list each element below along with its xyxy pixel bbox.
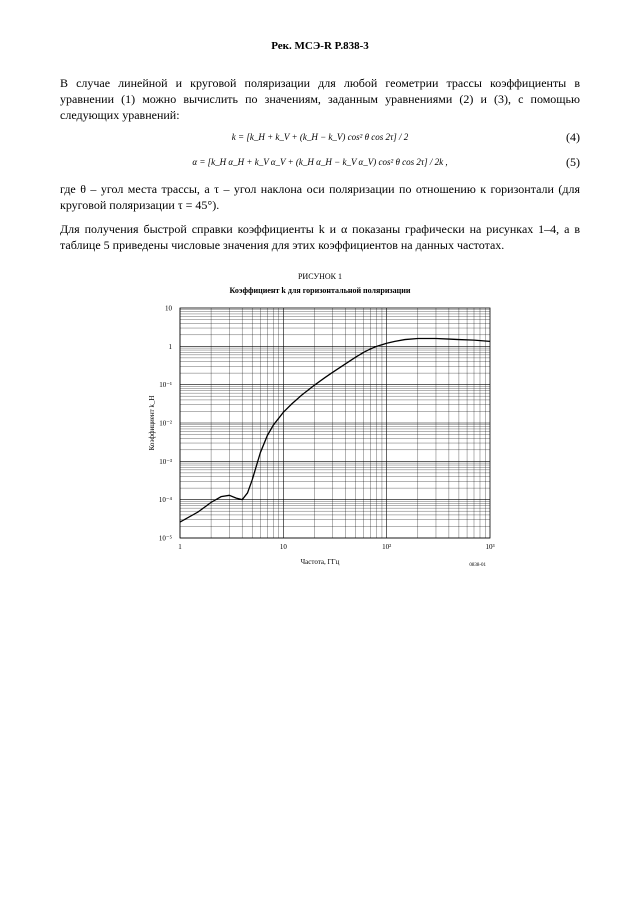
paragraph-intro: В случае линейной и круговой поляризации для любой геометрии трассы коэффициенты в уравнении (1) можно вычислить по значениям, заданным уравнениями (2) и (3), с помощью следующих уравнений:: [60, 76, 580, 122]
x-tick-label: 10³: [485, 543, 495, 551]
equation-4-body: k = [k_H + k_V + (k_H − k_V) cos² θ cos 2τ] / 2: [231, 132, 409, 142]
x-tick-label: 10: [279, 543, 287, 551]
y-tick-labels: [159, 305, 173, 543]
equation-5-number: (5): [566, 155, 580, 169]
series-line-kh: [180, 339, 490, 523]
equation-5: [60, 155, 580, 171]
figure-label: РИСУНОК 1: [297, 272, 342, 281]
x-tick-label: 10²: [382, 543, 392, 551]
x-tick-labels: [178, 543, 494, 551]
equation-4: [60, 130, 580, 146]
y-tick-label: 1: [168, 342, 172, 351]
y-tick-label: 10⁻⁵: [158, 534, 172, 543]
figure-code: 0838-01: [469, 563, 486, 568]
x-tick-label: 1: [178, 543, 182, 551]
y-tick-label: 10⁻²: [159, 419, 172, 428]
equation-5-body: α = [k_H α_H + k_V α_V + (k_H α_H − k_V α_V) cos² θ cos 2τ] / 2k ,: [192, 157, 448, 167]
y-axis-label: Коэффициент k_H: [148, 395, 156, 451]
chart-grid: [180, 308, 490, 538]
figure-title: Коэффициент k для горизонтальной поляризации: [229, 286, 411, 295]
y-tick-label: 10⁻³: [159, 457, 172, 466]
y-tick-label: 10⁻⁴: [158, 496, 172, 505]
chart-k-horizontal: [140, 298, 510, 573]
paragraph-reference: Для получения быстрой справки коэффициенты k и α показаны графически на рисунках 1–4, а в таблице 5 приведены числовые значения для этих коэффициентов на данных частотах.: [60, 222, 580, 252]
paragraph-definitions: где θ – угол места трассы, а τ – угол наклона оси поляризации по отношению к горизонтали (для круговой поляризации τ = 45°).: [60, 182, 580, 212]
equation-4-number: (4): [566, 130, 580, 144]
x-axis-label: Частота, ГГц: [300, 558, 340, 566]
page-header: Рек. МСЭ-R P.838-3: [271, 40, 369, 52]
y-tick-label: 10: [165, 304, 172, 313]
y-tick-label: 10⁻¹: [159, 381, 172, 390]
